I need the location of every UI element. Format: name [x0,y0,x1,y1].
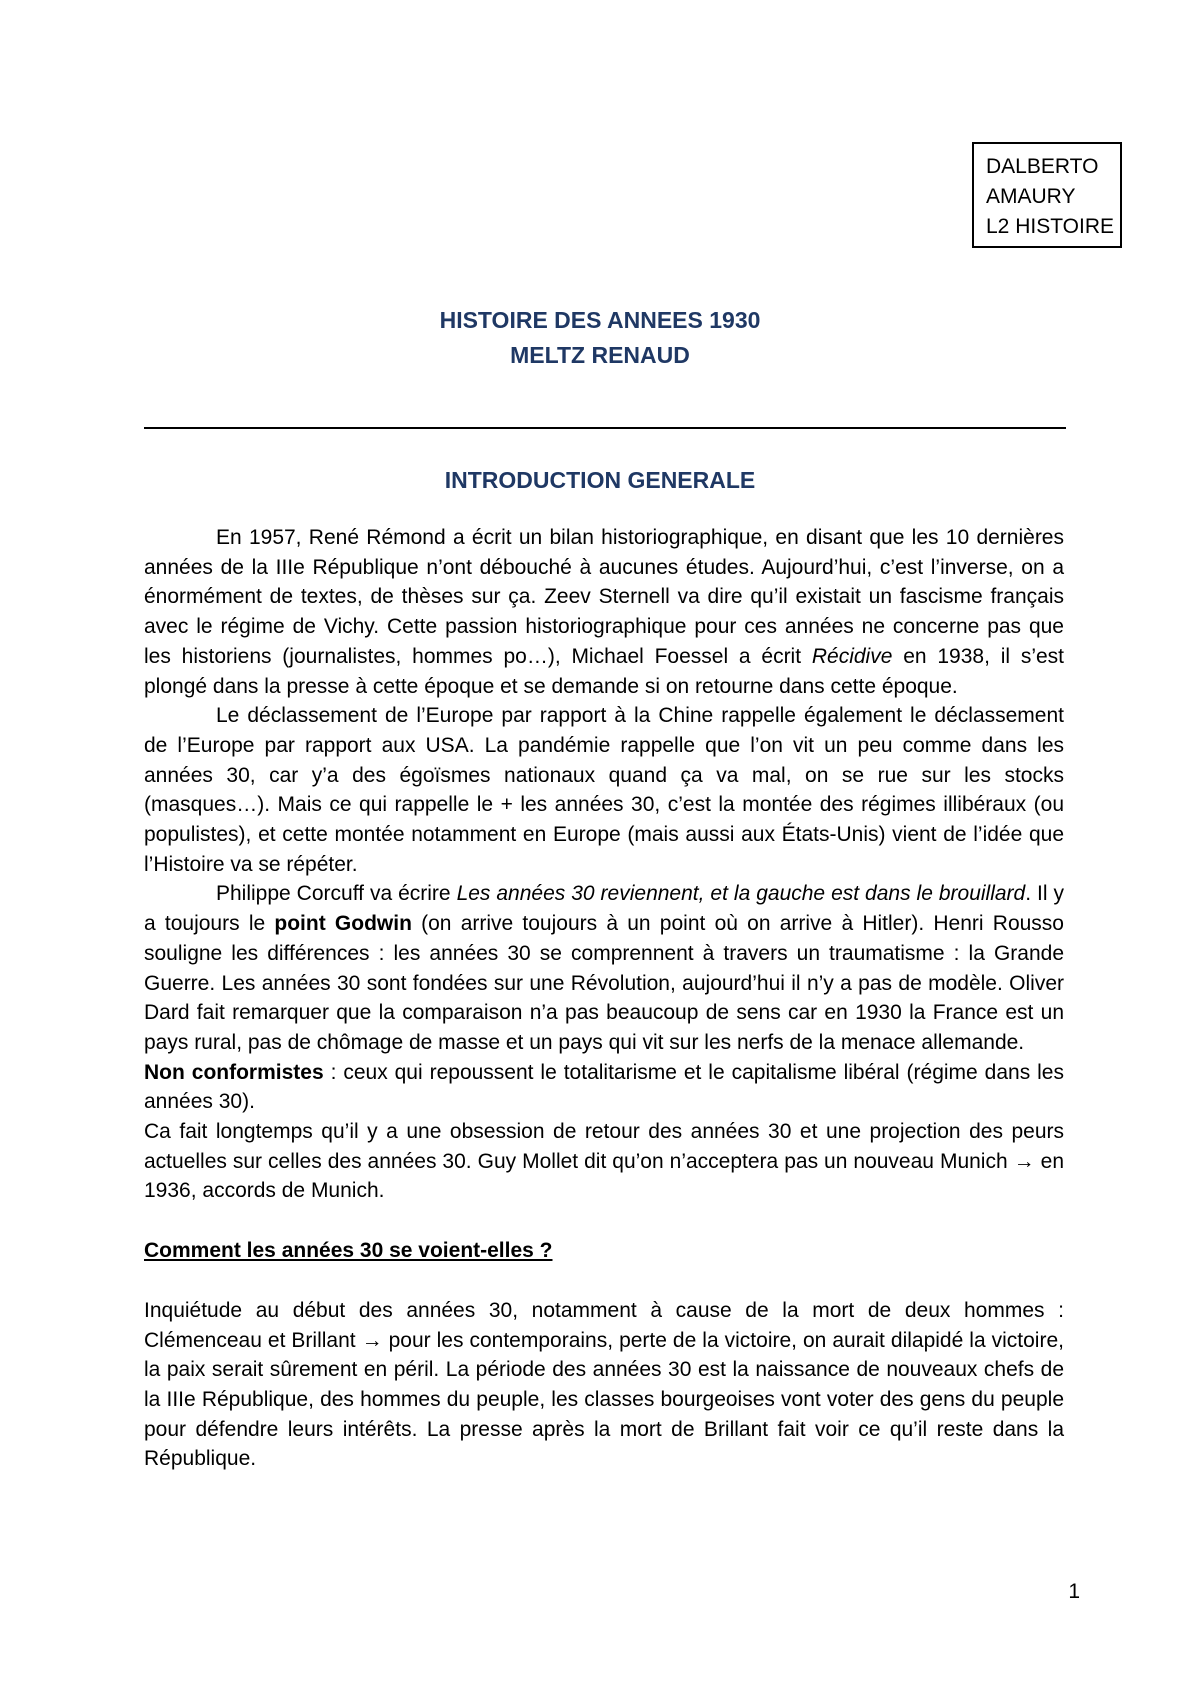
term-non-conformistes: Non conformistes [144,1060,324,1084]
body-text [144,523,1064,1474]
paragraph-1: En 1957, René Rémond a écrit un bilan historiographique, en disant que les 10 dernières années de la IIIe République n’ont débouché à aucunes études. Aujourd’hui, c’est l’inverse, on a énormément de textes, de thèses sur ça. Zeev Sternell va dire qu’il existait un fascisme français avec le régime de Vichy. Cette passion historiographique pour ces années ne concerne pas que les historiens (journalistes, hommes po…), Michael Foessel a écrit Récidive en 1938, il s’est plongé dans la presse à cette époque et se demande si on retourne dans cette époque. [144,526,1064,698]
horizontal-divider [144,427,1066,429]
paragraph-4: Non conformistes : ceux qui repoussent le totalitarisme et le capitalisme libéral (régime dans les années 30). [144,1060,1064,1114]
page-number: 1 [1068,1580,1080,1603]
arrow-icon: → [1013,1149,1035,1173]
author-last-name: DALBERTO [986,155,1099,178]
paragraph-3: Philippe Corcuff va écrire Les années 30 reviennent, et la gauche est dans le brouillard. Il y a toujours le point Godwin (on arrive toujours à un point où on arrive à Hitler). Henri Rousso souligne les différences : les années 30 se comprennent à travers un traumatisme : la Grande Guerre. Les années 30 sont fondées sur une Révolution, aujourd’hui il n’y a pas de modèle. Oliver Dard fait remarquer que la comparaison n’a pas beaucoup de sens car en 1930 la France est un pays rural, pas de chômage de masse et un pays qui vit sur les nerfs de la menace allemande. [144,882,1064,1054]
term-point-godwin: point Godwin [274,912,412,936]
author-course: L2 HISTOIRE [986,215,1114,238]
paragraph-6: Inquiétude au début des années 30, notamment à cause de la mort de deux hommes : Clémenceau et Brillant → pour les contemporains, perte de la victoire, on aurait dilapidé la victoire, la paix serait sûrement en péril. La période des années 30 est la naissance de nouveaux chefs de la IIIe République, des hommes du peuple, les classes bourgeoises vont voter des gens du peuple pour défendre leurs intérêts. La presse après la mort de Brillant fait voir ce qu’il reste dans la République. [144,1298,1064,1471]
teacher-name: MELTZ RENAUD [510,342,690,368]
document-title: HISTOIRE DES ANNEES 1930 [439,307,761,333]
author-box [972,142,1122,248]
book-title-corcuff: Les années 30 reviennent, et la gauche est dans le brouillard [456,882,1026,906]
paragraph-2: Le déclassement de l’Europe par rapport à la Chine rappelle également le déclassement de l’Europe par rapport aux USA. La pandémie rappelle que l’on vit un peu comme dans les années 30, car y’a des égoïsmes nationaux quand ça va mal, on se rue sur les stocks (masques…). Mais ce qui rappelle le + les années 30, c’est la montée des régimes illibéraux (ou populistes), et cette montée notamment en Europe (mais aussi aux États-Unis) vient de l’idée que l’Histoire va se répéter. [144,704,1064,876]
book-title-recidive: Récidive [811,644,893,668]
section-title: INTRODUCTION GENERALE [444,467,756,493]
author-first-name: AMAURY [986,185,1076,208]
question-heading: Comment les années 30 se voient-elles ? [144,1239,553,1263]
spacer [144,1266,1064,1296]
spacer [144,1206,1064,1236]
paragraph-5: Ca fait longtemps qu’il y a une obsession de retour des années 30 et une projection des peurs actuelles sur celles des années 30. Guy Mollet dit qu’on n’acceptera pas un nouveau Munich → en 1936, accords de Munich. [144,1120,1065,1203]
arrow-icon: → [361,1328,383,1352]
